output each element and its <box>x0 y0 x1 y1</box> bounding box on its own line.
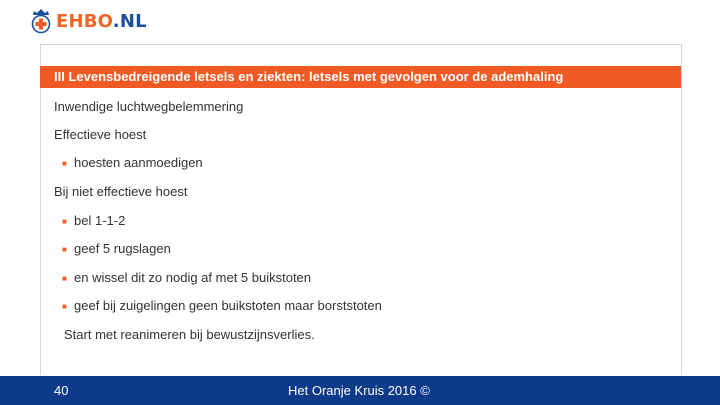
logo-text <box>56 11 147 32</box>
logo-text-part1: EHBO <box>56 10 113 32</box>
list-item <box>62 155 203 170</box>
heading-inwendige: Inwendige luchtwegbelemmering <box>54 99 244 114</box>
heading-effectieve-hoest: Effectieve hoest <box>54 127 147 142</box>
bullet-text: en wissel dit zo nodig af met 5 buikstoten <box>74 270 312 285</box>
list-item <box>62 241 171 256</box>
copyright-text: Het Oranje Kruis 2016 © <box>288 383 430 398</box>
page-number: 40 <box>54 383 69 398</box>
ehbo-cross-crest-icon <box>30 8 52 34</box>
footer-bar <box>0 376 720 405</box>
bullet-text: geef 5 rugslagen <box>74 241 171 256</box>
bullet-text: bel 1-1-2 <box>74 213 126 228</box>
slide-title: III Levensbedreigende letsels en ziekten: letsels met gevolgen voor de ademhaling <box>40 66 681 88</box>
heading-niet-effectieve: Bij niet effectieve hoest <box>54 184 188 199</box>
list-item <box>62 270 311 285</box>
bullet-icon: ■ <box>62 274 67 284</box>
bullet-icon: ■ <box>62 159 67 169</box>
bullet-icon: ■ <box>62 217 67 227</box>
slide-frame <box>40 44 682 375</box>
bullet-text: hoesten aanmoedigen <box>74 155 203 170</box>
logo <box>30 8 147 34</box>
bullet-icon: ■ <box>62 245 67 255</box>
list-item <box>62 213 125 228</box>
logo-text-part2: .NL <box>112 10 147 32</box>
bullet-icon: ■ <box>62 302 67 312</box>
closing-text: Start met reanimeren bij bewustzijnsverlies. <box>64 327 315 342</box>
bullet-text: geef bij zuigelingen geen buikstoten maar borststoten <box>74 298 382 313</box>
list-item <box>62 298 382 313</box>
